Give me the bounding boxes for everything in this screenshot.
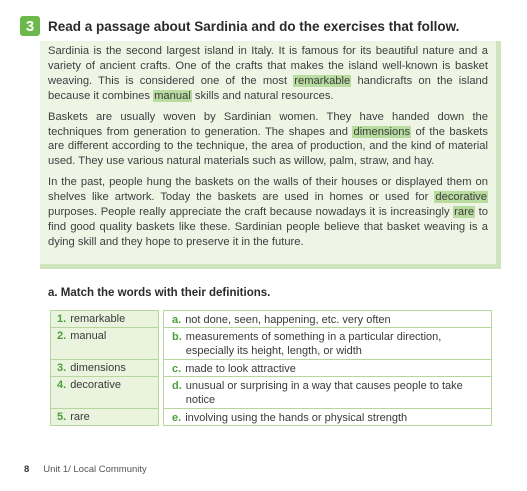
word-number: 4. bbox=[57, 379, 67, 391]
passage-text: handicrafts on the island because it combines bbox=[48, 74, 488, 102]
definition-letter: d. bbox=[172, 380, 182, 392]
highlighted-word-remarkable: remarkable bbox=[294, 74, 351, 87]
highlighted-word-decorative: decorative bbox=[435, 191, 487, 204]
word-text: rare bbox=[70, 411, 90, 423]
definition-row bbox=[164, 328, 491, 360]
word-number: 5. bbox=[57, 411, 67, 423]
highlighted-word-dimensions: dimensions bbox=[353, 125, 411, 138]
word-row bbox=[51, 360, 158, 377]
passage-text: In the past, people hung the baskets on the walls of their houses or displayed them on shelves like artwork. Today the baskets are used in homes or used for bbox=[48, 176, 488, 204]
highlighted-word-rare: rare bbox=[454, 206, 475, 219]
word-row bbox=[51, 328, 158, 360]
definition-text: unusual or surprising in a way that causes people to take notice bbox=[185, 380, 463, 406]
passage-paragraph-1 bbox=[48, 44, 488, 104]
definition-text: made to look attractive bbox=[185, 363, 296, 375]
definition-column bbox=[163, 310, 492, 426]
passage-text: Baskets are usually woven by Sardinian women. They have handed down the techniques from generation to generation. The shapes and bbox=[48, 110, 488, 138]
definition-text: not done, seen, happening, etc. very often bbox=[185, 314, 391, 326]
passage-text: skills and natural resources. bbox=[191, 89, 334, 102]
definition-row bbox=[164, 360, 491, 377]
word-text: remarkable bbox=[70, 313, 126, 325]
word-row bbox=[51, 409, 158, 426]
word-row bbox=[51, 377, 158, 409]
definition-letter: b. bbox=[172, 331, 182, 343]
reading-passage bbox=[40, 41, 501, 269]
word-column bbox=[50, 310, 159, 426]
passage-text: purposes. People really appreciate the craft because nowadays it is increasingly bbox=[48, 206, 454, 219]
definition-letter: c. bbox=[172, 363, 182, 375]
word-text: decorative bbox=[70, 379, 121, 391]
highlighted-word-manual: manual bbox=[154, 89, 191, 102]
word-row bbox=[51, 311, 158, 328]
definition-text: measurements of something in a particular direction, especially its height, length, or width bbox=[185, 331, 442, 357]
passage-text: of the baskets are different according to the technique, the area of production, and the kind of material used. They use various natural materials such as willow, palm, straw, and hay. bbox=[48, 125, 488, 168]
word-text: manual bbox=[70, 330, 107, 342]
passage-text: to find good quality baskets like these. Sardinian people believe that basket weaving is a dying skill and they hope to preserve it in the future. bbox=[48, 206, 488, 248]
definition-letter: e. bbox=[172, 412, 182, 424]
unit-label: Unit 1/ Local Community bbox=[43, 464, 147, 475]
exercise-title: Read a passage about Sardinia and do the exercises that follow. bbox=[48, 18, 460, 34]
passage-paragraph-3 bbox=[48, 175, 488, 250]
definition-row bbox=[164, 377, 491, 409]
definition-row bbox=[164, 311, 491, 328]
page-number: 8 bbox=[24, 464, 30, 475]
word-text: dimensions bbox=[70, 362, 126, 374]
match-heading: a. Match the words with their definitions. bbox=[48, 287, 271, 299]
page-footer bbox=[24, 464, 147, 475]
exercise-header bbox=[20, 16, 459, 36]
definition-row bbox=[164, 409, 491, 426]
word-number: 3. bbox=[57, 362, 67, 374]
definition-letter: a. bbox=[172, 314, 182, 326]
word-number: 2. bbox=[57, 330, 67, 342]
word-number: 1. bbox=[57, 313, 67, 325]
exercise-number-badge: 3 bbox=[20, 16, 40, 36]
passage-paragraph-2 bbox=[48, 110, 488, 170]
passage-text: Sardinia is the second largest island in Italy. It is famous for its beautiful nature and a variety of ancient crafts. One of the crafts that makes the island well-known is basket weaving. This is considered one of the most bbox=[48, 45, 488, 87]
definition-text: involving using the hands or physical strength bbox=[185, 412, 408, 424]
